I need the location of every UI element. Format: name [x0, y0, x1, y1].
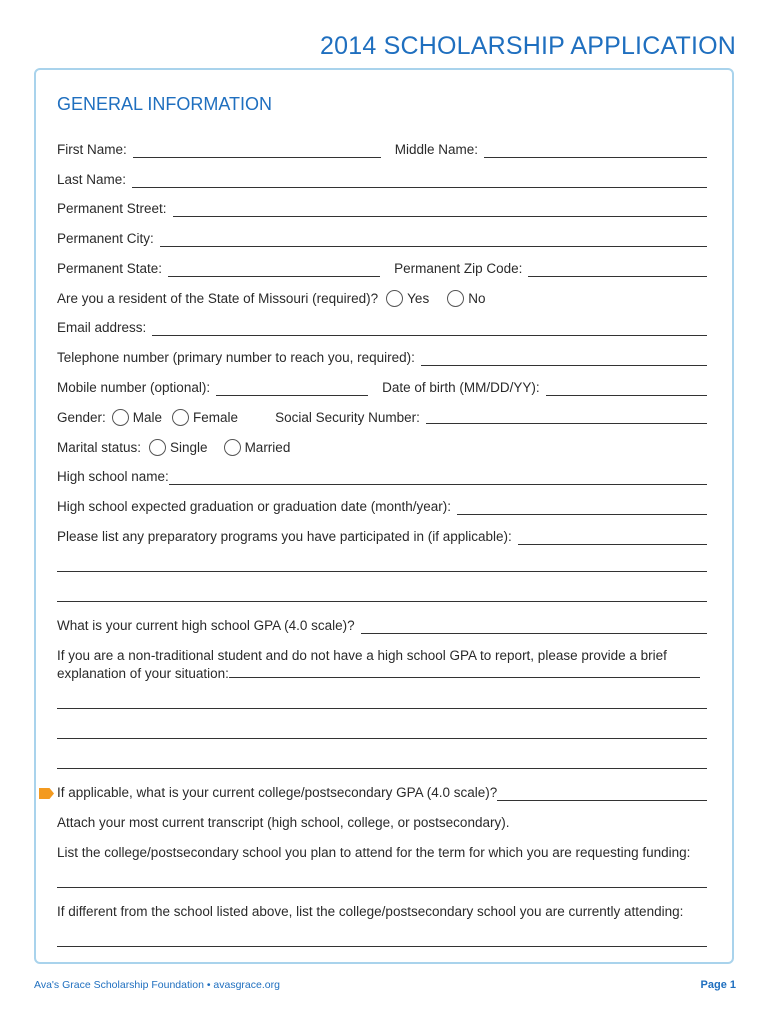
current-school-row	[57, 904, 707, 920]
last-name-label: Last Name:	[57, 172, 127, 187]
graduation-row	[57, 499, 707, 515]
nontraditional-field[interactable]	[229, 665, 700, 678]
gender-female-radio[interactable]	[172, 409, 189, 426]
plan-school-row	[57, 845, 707, 861]
missouri-yes-label: Yes	[407, 290, 430, 306]
prep-programs-row	[57, 529, 707, 545]
college-gpa-label: If applicable, what is your current college/postsecondary GPA (4.0 scale)?	[57, 785, 498, 800]
marital-married-option[interactable]	[224, 439, 291, 456]
zip-label: Permanent Zip Code:	[394, 261, 523, 276]
current-school-label: If different from the school listed above, list the college/postsecondary school you are currently attending:	[57, 904, 684, 919]
missouri-yes-option[interactable]	[386, 290, 429, 307]
transcript-row	[57, 815, 707, 831]
gpa-label: What is your current high school GPA (4.0 scale)?	[57, 618, 355, 633]
name-row	[57, 142, 707, 158]
missouri-question-label: Are you a resident of the State of Missouri (required)?	[57, 290, 379, 306]
state-label: Permanent State:	[57, 261, 163, 276]
footer-page-number: Page 1	[700, 979, 736, 991]
marital-single-label: Single	[170, 439, 208, 455]
gender-female-option[interactable]	[172, 409, 238, 426]
city-label: Permanent City:	[57, 231, 154, 246]
marital-label: Marital status:	[57, 439, 142, 455]
prep-programs-line-2[interactable]	[57, 571, 707, 572]
gender-male-label: Male	[132, 409, 163, 425]
mobile-label: Mobile number (optional):	[57, 380, 211, 395]
dob-label: Date of birth (MM/DD/YY):	[382, 380, 540, 395]
email-label: Email address:	[57, 320, 147, 335]
current-school-field[interactable]	[57, 946, 707, 947]
city-row	[57, 231, 707, 247]
footer-organization: Ava's Grace Scholarship Foundation • avasgrace.org	[34, 979, 280, 991]
middle-name-label: Middle Name:	[394, 142, 479, 157]
missouri-no-radio[interactable]	[447, 290, 464, 307]
marital-single-option[interactable]	[149, 439, 208, 456]
last-name-row	[57, 172, 707, 188]
plan-school-field[interactable]	[57, 887, 707, 888]
nontraditional-line-2[interactable]	[57, 708, 707, 709]
telephone-label: Telephone number (primary number to reach you, required):	[57, 350, 415, 365]
gpa-field[interactable]	[361, 621, 707, 634]
gender-female-label: Female	[193, 409, 239, 425]
first-name-label: First Name:	[57, 142, 127, 157]
missouri-no-option[interactable]	[447, 290, 485, 307]
graduation-label: High school expected graduation or graduation date (month/year):	[57, 499, 451, 514]
middle-name-field[interactable]	[484, 145, 707, 158]
nontraditional-question	[57, 647, 707, 683]
gender-label: Gender:	[57, 409, 106, 425]
gender-male-radio[interactable]	[112, 409, 129, 426]
mobile-field[interactable]	[216, 383, 368, 396]
first-name-field[interactable]	[133, 145, 381, 158]
college-gpa-row	[57, 785, 707, 801]
street-row	[57, 201, 707, 217]
missouri-no-label: No	[468, 290, 486, 306]
gender-ssn-row	[57, 409, 707, 426]
street-field[interactable]	[173, 204, 707, 217]
prep-programs-label: Please list any preparatory programs you have participated in (if applicable):	[57, 529, 512, 544]
nontraditional-line-3[interactable]	[57, 738, 707, 739]
state-field[interactable]	[168, 264, 380, 277]
section-title: GENERAL INFORMATION	[57, 94, 273, 114]
email-field[interactable]	[152, 323, 707, 336]
nontraditional-line-4[interactable]	[57, 768, 707, 769]
high-school-label: High school name:	[57, 469, 169, 484]
email-row	[57, 320, 707, 336]
missouri-row	[57, 290, 707, 307]
prep-programs-field[interactable]	[518, 532, 707, 545]
transcript-text: Attach your most current transcript (high school, college, or postsecondary).	[57, 815, 510, 830]
prep-programs-line-3[interactable]	[57, 601, 707, 602]
ssn-label: Social Security Number:	[275, 409, 420, 425]
missouri-yes-radio[interactable]	[386, 290, 403, 307]
marital-row	[57, 439, 707, 456]
mobile-dob-row	[57, 380, 707, 396]
city-field[interactable]	[160, 234, 707, 247]
high-school-row	[57, 469, 707, 485]
plan-school-label: List the college/postsecondary school you plan to attend for the term for which you are requesting funding:	[57, 845, 691, 860]
nontraditional-text-line1: If you are a non-traditional student and do not have a high school GPA to report, please provide a brief	[57, 648, 667, 663]
telephone-field[interactable]	[421, 353, 707, 366]
nontraditional-text-line2: explanation of your situation:	[57, 666, 229, 681]
telephone-row	[57, 350, 707, 366]
street-label: Permanent Street:	[57, 201, 167, 216]
state-zip-row	[57, 261, 707, 277]
gender-male-option[interactable]	[112, 409, 162, 426]
page-title: 2014 SCHOLARSHIP APPLICATION	[320, 32, 736, 60]
high-school-field[interactable]	[169, 472, 707, 485]
last-name-field[interactable]	[132, 175, 707, 188]
dob-field[interactable]	[546, 383, 707, 396]
marital-married-radio[interactable]	[224, 439, 241, 456]
marital-married-label: Married	[244, 439, 291, 455]
ssn-field[interactable]	[426, 411, 707, 424]
graduation-field[interactable]	[457, 502, 707, 515]
zip-field[interactable]	[528, 264, 707, 277]
gpa-row	[57, 618, 707, 634]
college-gpa-field[interactable]	[497, 788, 707, 801]
marital-single-radio[interactable]	[149, 439, 166, 456]
